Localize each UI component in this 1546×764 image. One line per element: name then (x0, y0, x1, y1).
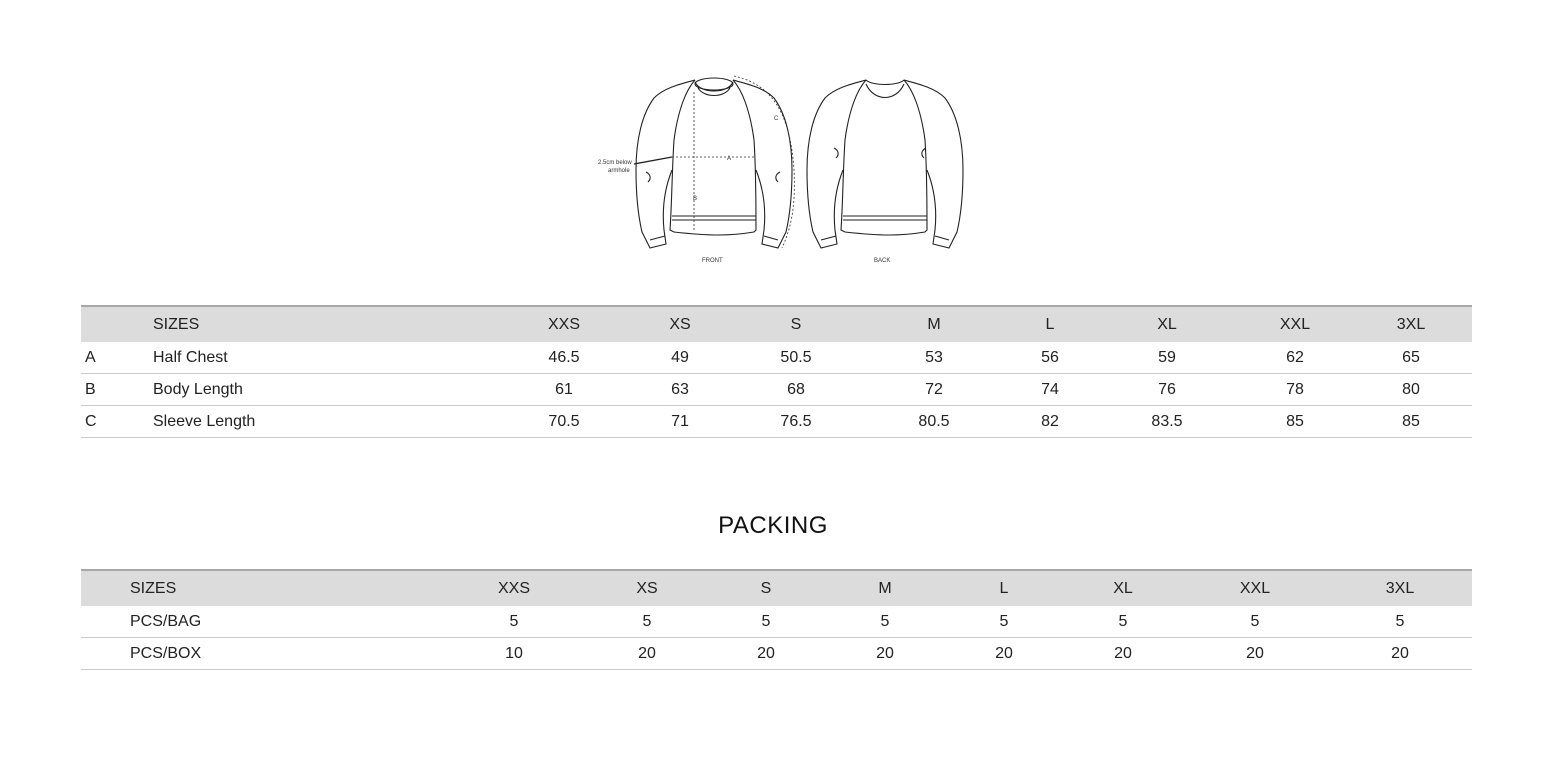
size-header-3xl: 3XL (1385, 579, 1415, 597)
table-cell: 20 (1391, 644, 1409, 662)
table-cell: 5 (1395, 612, 1405, 630)
garment-diagram (590, 70, 970, 270)
measure-pointer-line (634, 157, 672, 164)
table-cell: 72 (925, 380, 943, 398)
size-header-xs: XS (669, 315, 691, 333)
front-sweatshirt (636, 78, 792, 248)
row-code: C (85, 412, 97, 430)
packing-table (81, 569, 1472, 670)
table-cell: 49 (671, 348, 689, 366)
marker-b: B (693, 196, 698, 202)
table-cell: 5 (1250, 612, 1260, 630)
row-name: PCS/BAG (130, 612, 202, 630)
size-header-s: S (760, 579, 772, 597)
table-row (81, 374, 1472, 406)
size-header-l: L (999, 579, 1009, 597)
table-cell: 78 (1286, 380, 1304, 398)
table-cell: 85 (1402, 412, 1420, 430)
sizes-header: SIZES (153, 315, 200, 333)
table-cell: 20 (995, 644, 1013, 662)
row-name: PCS/BOX (130, 644, 202, 662)
table-cell: 5 (1118, 612, 1128, 630)
table-cell: 20 (1246, 644, 1264, 662)
table-cell: 5 (999, 612, 1009, 630)
marker-a: A (727, 156, 732, 162)
table-cell: 70.5 (548, 412, 580, 430)
sizes-header: SIZES (130, 579, 177, 597)
table-cell: 68 (787, 380, 805, 398)
row-name: Half Chest (153, 348, 228, 366)
table-cell: 56 (1041, 348, 1059, 366)
table-cell: 20 (757, 644, 775, 662)
sweatshirt-illustration (590, 70, 970, 270)
table-cell: 62 (1286, 348, 1304, 366)
table-cell: 65 (1402, 348, 1420, 366)
size-header-3xl: 3XL (1396, 315, 1426, 333)
table-cell: 20 (876, 644, 894, 662)
table-cell: 59 (1158, 348, 1176, 366)
table-cell: 20 (638, 644, 656, 662)
row-name: Body Length (153, 380, 243, 398)
marker-c: C (774, 116, 779, 122)
table-row (81, 606, 1472, 638)
size-header-xxl: XXL (1279, 315, 1311, 333)
size-header-l: L (1045, 315, 1055, 333)
table-cell: 82 (1041, 412, 1059, 430)
row-name: Sleeve Length (153, 412, 256, 430)
table-cell: 50.5 (780, 348, 812, 366)
table-cell: 83.5 (1151, 412, 1183, 430)
size-header-xl: XL (1113, 579, 1133, 597)
back-label: BACK (874, 258, 891, 264)
size-table-header-row (81, 305, 1472, 342)
measure-note-line2: armhole (608, 168, 630, 174)
table-row (81, 406, 1472, 438)
table-cell: 80.5 (918, 412, 950, 430)
table-cell: 76 (1158, 380, 1176, 398)
size-header-s: S (790, 315, 802, 333)
size-header-m: M (927, 315, 941, 333)
table-cell: 71 (671, 412, 689, 430)
table-cell: 53 (925, 348, 943, 366)
front-label: FRONT (702, 258, 723, 264)
size-table (81, 305, 1472, 438)
table-cell: 10 (505, 644, 523, 662)
packing-table-header-row (81, 569, 1472, 606)
size-header-xxs: XXS (497, 579, 531, 597)
table-cell: 63 (671, 380, 689, 398)
table-row (81, 638, 1472, 670)
row-code: B (85, 380, 96, 398)
table-cell: 20 (1114, 644, 1132, 662)
measure-note-line1: 2.5cm below (598, 160, 632, 166)
table-cell: 5 (880, 612, 890, 630)
table-cell: 5 (642, 612, 652, 630)
table-cell: 74 (1041, 380, 1059, 398)
size-header-xxs: XXS (547, 315, 581, 333)
table-cell: 80 (1402, 380, 1420, 398)
size-header-m: M (878, 579, 892, 597)
row-code: A (85, 348, 96, 366)
size-header-xxl: XXL (1239, 579, 1271, 597)
packing-title: PACKING (718, 512, 828, 539)
table-cell: 46.5 (548, 348, 580, 366)
size-header-xs: XS (636, 579, 658, 597)
table-row (81, 342, 1472, 374)
table-cell: 85 (1286, 412, 1304, 430)
table-cell: 76.5 (780, 412, 812, 430)
table-cell: 5 (509, 612, 519, 630)
table-cell: 61 (555, 380, 573, 398)
size-header-xl: XL (1157, 315, 1177, 333)
table-cell: 5 (761, 612, 771, 630)
back-sweatshirt (807, 80, 963, 248)
